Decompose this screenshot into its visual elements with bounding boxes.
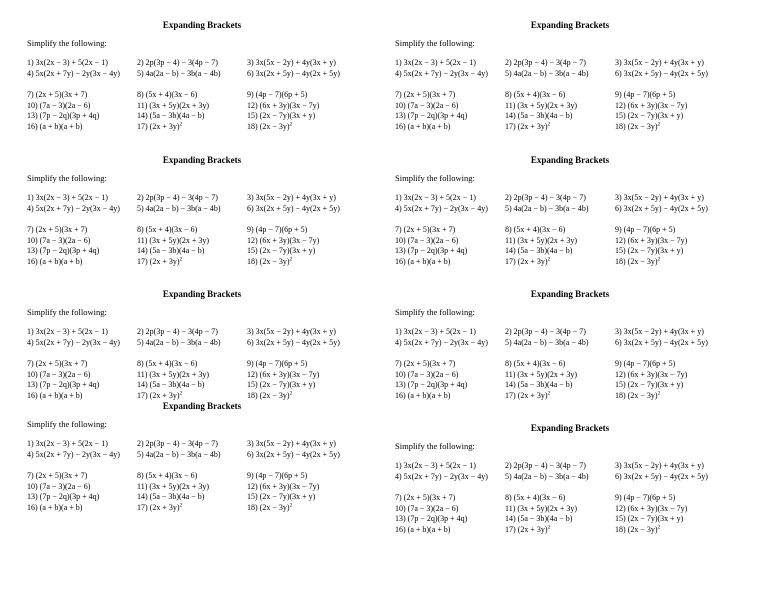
question-item: 14) (5a − 3b)(4a − b) (505, 246, 573, 255)
question-item: 14) (5a − 3b)(4a − b) (137, 492, 205, 501)
question-item: 12) (6x + 3y)(3x − 7y) (247, 235, 320, 245)
question-item: 16) (a + b)(a + b) (395, 524, 451, 534)
question-text: 18) (2x − 3y) (615, 121, 658, 131)
exponent: 2 (289, 389, 293, 396)
question-item: 7) (2x + 5)(3x + 7) (27, 225, 88, 234)
question-item: 7) (2x + 5)(3x + 7) (395, 359, 456, 368)
question-grid-double-brackets (395, 225, 745, 267)
question-item: 10) (7a − 3)(2a − 6) (395, 503, 459, 513)
exponent: 2 (289, 255, 293, 262)
question-item: 16) (a + b)(a + b) (27, 390, 83, 400)
question-item: 6) 3x(2x + 5y) − 4y(2x + 5y) (247, 337, 340, 347)
question-item: 8) (5x + 4)(3x − 6) (137, 225, 198, 234)
question-item-squared (137, 503, 247, 514)
question-item: 4) 5x(2x + 7y) − 2y(3x − 4y) (27, 68, 120, 78)
question-item: 7) (2x + 5)(3x + 7) (395, 225, 456, 234)
worksheet-instruction: Simplify the following: (395, 173, 475, 183)
question-item: 13) (7p − 2q)(3p + 4q) (27, 380, 100, 389)
exponent: 2 (657, 389, 661, 396)
question-item: 10) (7a − 3)(2a − 6) (27, 369, 91, 379)
question-item: 1) 3x(2x − 3) + 5(2x − 1) (27, 193, 108, 202)
question-grid-single-brackets (395, 58, 745, 79)
question-grid-single-brackets (395, 193, 745, 214)
question-item: 8) (5x + 4)(3x − 6) (505, 225, 566, 234)
question-item: 15) (2x − 7y)(3x + y) (247, 246, 316, 255)
question-text: 17) (2x + 3y) (505, 524, 548, 534)
question-item: 4) 5x(2x + 7y) − 2y(3x − 4y) (395, 337, 488, 347)
question-item: 16) (a + b)(a + b) (395, 256, 451, 266)
question-item: 12) (6x + 3y)(3x − 7y) (615, 369, 688, 379)
question-text: 17) (2x + 3y) (137, 502, 180, 512)
question-item: 2) 2p(3p − 4) − 3(4p − 7) (137, 193, 218, 202)
question-text: 17) (2x + 3y) (137, 121, 180, 131)
question-item: 2) 2p(3p − 4) − 3(4p − 7) (137, 58, 218, 67)
question-item: 2) 2p(3p − 4) − 3(4p − 7) (505, 193, 586, 202)
question-item: 1) 3x(2x − 3) + 5(2x − 1) (395, 58, 476, 67)
question-item: 13) (7p − 2q)(3p + 4q) (395, 380, 468, 389)
question-grid-single-brackets (395, 327, 745, 348)
question-item: 10) (7a − 3)(2a − 6) (27, 100, 91, 110)
exponent: 2 (547, 120, 551, 127)
question-item: 8) (5x + 4)(3x − 6) (137, 90, 198, 99)
question-text: 18) (2x − 3y) (615, 256, 658, 266)
question-grid-double-brackets (27, 359, 377, 401)
worksheet-title: Expanding Brackets (530, 20, 610, 30)
question-text: 17) (2x + 3y) (505, 121, 548, 131)
question-item: 12) (6x + 3y)(3x − 7y) (615, 235, 688, 245)
question-item: 4) 5x(2x + 7y) − 2y(3x − 4y) (27, 203, 120, 213)
worksheet-instruction: Simplify the following: (27, 38, 107, 48)
question-item: 16) (a + b)(a + b) (27, 502, 83, 512)
question-grid-single-brackets (27, 58, 377, 79)
question-item: 12) (6x + 3y)(3x − 7y) (247, 481, 320, 491)
question-item-squared (247, 503, 377, 514)
question-item: 1) 3x(2x − 3) + 5(2x − 1) (395, 327, 476, 336)
question-item: 13) (7p − 2q)(3p + 4q) (395, 514, 468, 523)
question-item: 6) 3x(2x + 5y) − 4y(2x + 5y) (615, 471, 708, 481)
question-item: 15) (2x − 7y)(3x + y) (247, 380, 316, 389)
worksheet-instruction: Simplify the following: (395, 441, 475, 451)
question-item: 6) 3x(2x + 5y) − 4y(2x + 5y) (615, 337, 708, 347)
question-item: 1) 3x(2x − 3) + 5(2x − 1) (395, 461, 476, 470)
question-item: 7) (2x + 5)(3x + 7) (27, 471, 88, 480)
question-grid-double-brackets (27, 471, 377, 513)
question-item-squared (505, 525, 615, 536)
question-item: 16) (a + b)(a + b) (27, 256, 83, 266)
question-item: 2) 2p(3p − 4) − 3(4p − 7) (505, 327, 586, 336)
question-item: 11) (3x + 5y)(2x + 3y) (505, 503, 578, 513)
question-item-squared (615, 391, 745, 402)
question-item: 6) 3x(2x + 5y) − 4y(2x + 5y) (247, 203, 340, 213)
question-item: 15) (2x − 7y)(3x + y) (615, 380, 684, 389)
worksheet-instruction: Simplify the following: (395, 38, 475, 48)
question-item-squared (615, 525, 745, 536)
question-grid-single-brackets (27, 327, 377, 348)
question-item-squared (247, 122, 377, 133)
question-item: 1) 3x(2x − 3) + 5(2x − 1) (395, 193, 476, 202)
question-grid-double-brackets (395, 90, 745, 132)
question-text: 18) (2x − 3y) (247, 256, 290, 266)
question-item: 11) (3x + 5y)(2x + 3y) (505, 100, 578, 110)
worksheet-title: Expanding Brackets (162, 289, 242, 299)
question-text: 17) (2x + 3y) (137, 256, 180, 266)
exponent: 2 (657, 120, 661, 127)
question-item: 12) (6x + 3y)(3x − 7y) (247, 100, 320, 110)
question-item: 11) (3x + 5y)(2x + 3y) (137, 235, 210, 245)
worksheet-instruction: Simplify the following: (27, 173, 107, 183)
question-item: 13) (7p − 2q)(3p + 4q) (395, 246, 468, 255)
question-item: 11) (3x + 5y)(2x + 3y) (505, 235, 578, 245)
exponent: 2 (657, 255, 661, 262)
question-grid-double-brackets (395, 493, 745, 535)
question-item-squared (247, 257, 377, 268)
question-item: 2) 2p(3p − 4) − 3(4p − 7) (505, 58, 586, 67)
question-item: 9) (4p − 7)(6p + 5) (615, 493, 676, 502)
question-item: 14) (5a − 3b)(4a − b) (137, 380, 205, 389)
worksheet-title: Expanding Brackets (162, 401, 242, 411)
worksheet-title: Expanding Brackets (162, 155, 242, 165)
question-text: 17) (2x + 3y) (505, 390, 548, 400)
question-item: 13) (7p − 2q)(3p + 4q) (27, 111, 100, 120)
question-text: 18) (2x − 3y) (247, 390, 290, 400)
question-item: 9) (4p − 7)(6p + 5) (615, 359, 676, 368)
question-item: 11) (3x + 5y)(2x + 3y) (505, 369, 578, 379)
question-item: 6) 3x(2x + 5y) − 4y(2x + 5y) (615, 68, 708, 78)
question-item: 10) (7a − 3)(2a − 6) (27, 481, 91, 491)
question-item: 4) 5x(2x + 7y) − 2y(3x − 4y) (27, 337, 120, 347)
question-text: 18) (2x − 3y) (615, 390, 658, 400)
exponent: 2 (289, 120, 293, 127)
question-item: 10) (7a − 3)(2a − 6) (395, 100, 459, 110)
question-item: 2) 2p(3p − 4) − 3(4p − 7) (137, 439, 218, 448)
question-item: 5) 4a(2a − b) − 3b(a − 4b) (137, 68, 221, 78)
question-item: 7) (2x + 5)(3x + 7) (27, 90, 88, 99)
question-item: 5) 4a(2a − b) − 3b(a − 4b) (137, 203, 221, 213)
question-item: 11) (3x + 5y)(2x + 3y) (137, 100, 210, 110)
question-item: 10) (7a − 3)(2a − 6) (27, 235, 91, 245)
question-text: 18) (2x − 3y) (247, 502, 290, 512)
question-item: 2) 2p(3p − 4) − 3(4p − 7) (505, 461, 586, 470)
question-item: 3) 3x(5x − 2y) + 4y(3x + y) (247, 58, 336, 67)
question-item: 16) (a + b)(a + b) (395, 121, 451, 131)
question-item: 1) 3x(2x − 3) + 5(2x − 1) (27, 439, 108, 448)
exponent: 2 (547, 523, 551, 530)
question-item-squared (615, 122, 745, 133)
question-text: 18) (2x − 3y) (615, 524, 658, 534)
question-item: 3) 3x(5x − 2y) + 4y(3x + y) (615, 327, 704, 336)
question-item-squared (247, 391, 377, 402)
question-item: 7) (2x + 5)(3x + 7) (395, 90, 456, 99)
question-item: 15) (2x − 7y)(3x + y) (247, 111, 316, 120)
question-item: 15) (2x − 7y)(3x + y) (615, 111, 684, 120)
exponent: 2 (289, 501, 293, 508)
question-item: 5) 4a(2a − b) − 3b(a − 4b) (505, 337, 589, 347)
question-item: 8) (5x + 4)(3x − 6) (137, 471, 198, 480)
question-item: 8) (5x + 4)(3x − 6) (505, 359, 566, 368)
question-item: 13) (7p − 2q)(3p + 4q) (395, 111, 468, 120)
worksheet-title: Expanding Brackets (530, 155, 610, 165)
question-item-squared (137, 122, 247, 133)
question-item: 3) 3x(5x − 2y) + 4y(3x + y) (247, 439, 336, 448)
question-grid-double-brackets (395, 359, 745, 401)
worksheet-instruction: Simplify the following: (27, 307, 107, 317)
question-item: 6) 3x(2x + 5y) − 4y(2x + 5y) (247, 449, 340, 459)
question-item: 10) (7a − 3)(2a − 6) (395, 235, 459, 245)
question-item: 14) (5a − 3b)(4a − b) (137, 246, 205, 255)
question-item: 5) 4a(2a − b) − 3b(a − 4b) (505, 203, 589, 213)
question-item: 14) (5a − 3b)(4a − b) (505, 380, 573, 389)
question-item: 4) 5x(2x + 7y) − 2y(3x − 4y) (395, 471, 488, 481)
exponent: 2 (547, 389, 551, 396)
question-item: 16) (a + b)(a + b) (27, 121, 83, 131)
question-item: 11) (3x + 5y)(2x + 3y) (137, 481, 210, 491)
question-item: 13) (7p − 2q)(3p + 4q) (27, 492, 100, 501)
question-grid-double-brackets (27, 225, 377, 267)
question-item: 9) (4p − 7)(6p + 5) (615, 90, 676, 99)
question-grid-single-brackets (27, 193, 377, 214)
question-item: 3) 3x(5x − 2y) + 4y(3x + y) (615, 58, 704, 67)
question-item-squared (505, 391, 615, 402)
question-item: 6) 3x(2x + 5y) − 4y(2x + 5y) (615, 203, 708, 213)
exponent: 2 (179, 120, 183, 127)
question-item: 9) (4p − 7)(6p + 5) (615, 225, 676, 234)
question-item: 2) 2p(3p − 4) − 3(4p − 7) (137, 327, 218, 336)
question-text: 18) (2x − 3y) (247, 121, 290, 131)
question-item: 3) 3x(5x − 2y) + 4y(3x + y) (615, 461, 704, 470)
question-item: 12) (6x + 3y)(3x − 7y) (615, 100, 688, 110)
question-item: 15) (2x − 7y)(3x + y) (615, 246, 684, 255)
worksheet-instruction: Simplify the following: (27, 419, 107, 429)
question-item: 8) (5x + 4)(3x − 6) (505, 493, 566, 502)
question-item-squared (137, 391, 247, 402)
question-item-squared (505, 122, 615, 133)
question-item: 4) 5x(2x + 7y) − 2y(3x − 4y) (395, 203, 488, 213)
question-item: 6) 3x(2x + 5y) − 4y(2x + 5y) (247, 68, 340, 78)
question-item: 7) (2x + 5)(3x + 7) (395, 493, 456, 502)
worksheet-title: Expanding Brackets (530, 289, 610, 299)
question-item: 7) (2x + 5)(3x + 7) (27, 359, 88, 368)
question-item: 14) (5a − 3b)(4a − b) (137, 111, 205, 120)
question-item: 3) 3x(5x − 2y) + 4y(3x + y) (247, 193, 336, 202)
question-grid-single-brackets (395, 461, 745, 482)
question-item: 10) (7a − 3)(2a − 6) (395, 369, 459, 379)
question-grid-single-brackets (27, 439, 377, 460)
question-item: 8) (5x + 4)(3x − 6) (137, 359, 198, 368)
question-item: 11) (3x + 5y)(2x + 3y) (137, 369, 210, 379)
question-item: 9) (4p − 7)(6p + 5) (247, 359, 308, 368)
question-item: 5) 4a(2a − b) − 3b(a − 4b) (505, 68, 589, 78)
question-item: 4) 5x(2x + 7y) − 2y(3x − 4y) (395, 68, 488, 78)
question-item-squared (615, 257, 745, 268)
worksheet-instruction: Simplify the following: (395, 307, 475, 317)
question-item: 5) 4a(2a − b) − 3b(a − 4b) (505, 471, 589, 481)
exponent: 2 (179, 501, 183, 508)
worksheet-title: Expanding Brackets (162, 20, 242, 30)
exponent: 2 (547, 255, 551, 262)
question-item: 15) (2x − 7y)(3x + y) (247, 492, 316, 501)
question-item: 3) 3x(5x − 2y) + 4y(3x + y) (615, 193, 704, 202)
question-item: 5) 4a(2a − b) − 3b(a − 4b) (137, 337, 221, 347)
question-item: 9) (4p − 7)(6p + 5) (247, 471, 308, 480)
question-item: 15) (2x − 7y)(3x + y) (615, 514, 684, 523)
question-item: 8) (5x + 4)(3x − 6) (505, 90, 566, 99)
worksheet-title: Expanding Brackets (530, 423, 610, 433)
question-item: 16) (a + b)(a + b) (395, 390, 451, 400)
question-item: 9) (4p − 7)(6p + 5) (247, 225, 308, 234)
exponent: 2 (179, 389, 183, 396)
question-item: 13) (7p − 2q)(3p + 4q) (27, 246, 100, 255)
question-item-squared (505, 257, 615, 268)
question-item-squared (137, 257, 247, 268)
question-item: 14) (5a − 3b)(4a − b) (505, 514, 573, 523)
question-item: 12) (6x + 3y)(3x − 7y) (615, 503, 688, 513)
question-item: 12) (6x + 3y)(3x − 7y) (247, 369, 320, 379)
question-item: 1) 3x(2x − 3) + 5(2x − 1) (27, 327, 108, 336)
question-item: 5) 4a(2a − b) − 3b(a − 4b) (137, 449, 221, 459)
question-item: 14) (5a − 3b)(4a − b) (505, 111, 573, 120)
question-item: 4) 5x(2x + 7y) − 2y(3x − 4y) (27, 449, 120, 459)
question-item: 1) 3x(2x − 3) + 5(2x − 1) (27, 58, 108, 67)
question-text: 17) (2x + 3y) (137, 390, 180, 400)
question-item: 9) (4p − 7)(6p + 5) (247, 90, 308, 99)
exponent: 2 (179, 255, 183, 262)
question-grid-double-brackets (27, 90, 377, 132)
question-text: 17) (2x + 3y) (505, 256, 548, 266)
exponent: 2 (657, 523, 661, 530)
question-item: 3) 3x(5x − 2y) + 4y(3x + y) (247, 327, 336, 336)
